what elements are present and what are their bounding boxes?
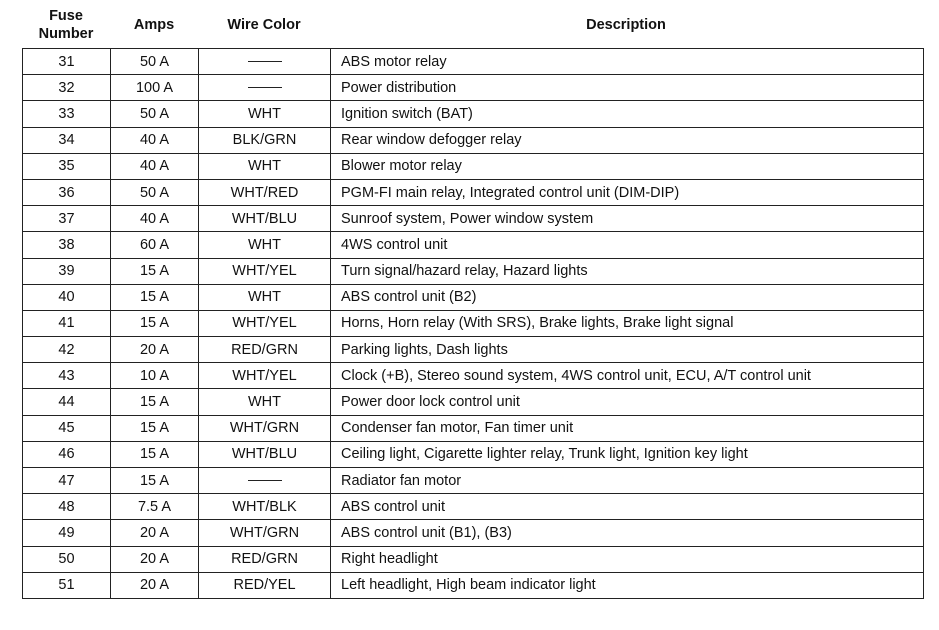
table-row xyxy=(23,284,924,310)
description-cell: ABS motor relay xyxy=(331,49,924,75)
amps-cell: 60 A xyxy=(111,232,199,258)
table-row xyxy=(23,546,924,572)
table-row xyxy=(23,127,924,153)
table-row xyxy=(23,101,924,127)
fuse-number-cell: 42 xyxy=(23,337,111,363)
fuse-number-cell: 45 xyxy=(23,415,111,441)
table-row xyxy=(23,75,924,101)
wire-color-cell xyxy=(199,468,331,494)
fuse-number-cell: 35 xyxy=(23,153,111,179)
fuse-number-cell: 40 xyxy=(23,284,111,310)
wire-color-cell: WHT xyxy=(199,389,331,415)
table-row xyxy=(23,310,924,336)
fuse-number-cell: 34 xyxy=(23,127,111,153)
table-row xyxy=(23,258,924,284)
table-row xyxy=(23,179,924,205)
table-row xyxy=(23,494,924,520)
wire-color-cell: WHT/YEL xyxy=(199,363,331,389)
wire-color-cell: WHT xyxy=(199,284,331,310)
table-row xyxy=(23,363,924,389)
no-wire-dash xyxy=(248,87,282,88)
fuse-number-cell: 47 xyxy=(23,468,111,494)
amps-cell: 40 A xyxy=(111,153,199,179)
description-cell: 4WS control unit xyxy=(331,232,924,258)
wire-color-cell: WHT/GRN xyxy=(199,520,331,546)
wire-color-cell xyxy=(199,49,331,75)
description-cell: Right headlight xyxy=(331,546,924,572)
description-cell: Turn signal/hazard relay, Hazard lights xyxy=(331,258,924,284)
amps-cell: 100 A xyxy=(111,75,199,101)
fuse-number-cell: 33 xyxy=(23,101,111,127)
header-fuse-number xyxy=(22,4,110,46)
wire-color-cell: RED/GRN xyxy=(199,546,331,572)
amps-cell: 15 A xyxy=(111,258,199,284)
description-cell: Ceiling light, Cigarette lighter relay, Trunk light, Ignition key light xyxy=(331,441,924,467)
fuse-number-cell: 39 xyxy=(23,258,111,284)
fuse-table-body xyxy=(23,49,924,599)
description-cell: Left headlight, High beam indicator light xyxy=(331,572,924,598)
wire-color-cell: RED/GRN xyxy=(199,337,331,363)
table-row xyxy=(23,232,924,258)
table-row xyxy=(23,206,924,232)
amps-cell: 15 A xyxy=(111,468,199,494)
description-cell: Horns, Horn relay (With SRS), Brake lights, Brake light signal xyxy=(331,310,924,336)
header-amps: Amps xyxy=(133,17,175,33)
description-cell: Power door lock control unit xyxy=(331,389,924,415)
fuse-number-cell: 32 xyxy=(23,75,111,101)
header-wire-color: Wire Color xyxy=(227,17,301,33)
wire-color-cell: WHT/BLU xyxy=(199,441,331,467)
wire-color-cell: WHT/BLK xyxy=(199,494,331,520)
amps-cell: 15 A xyxy=(111,415,199,441)
amps-cell: 50 A xyxy=(111,179,199,205)
fuse-number-cell: 43 xyxy=(23,363,111,389)
table-row xyxy=(23,468,924,494)
description-cell: Blower motor relay xyxy=(331,153,924,179)
table-row xyxy=(23,389,924,415)
description-cell: Radiator fan motor xyxy=(331,468,924,494)
description-cell: ABS control unit xyxy=(331,494,924,520)
amps-cell: 7.5 A xyxy=(111,494,199,520)
description-cell: Condenser fan motor, Fan timer unit xyxy=(331,415,924,441)
amps-cell: 15 A xyxy=(111,389,199,415)
description-cell: Rear window defogger relay xyxy=(331,127,924,153)
wire-color-cell: WHT/BLU xyxy=(199,206,331,232)
header-fuse-line1: Fuse xyxy=(49,8,83,24)
wire-color-cell: WHT/YEL xyxy=(199,310,331,336)
header-description: Description xyxy=(586,17,666,33)
table-row xyxy=(23,415,924,441)
description-cell: Power distribution xyxy=(331,75,924,101)
fuse-number-cell: 31 xyxy=(23,49,111,75)
amps-cell: 20 A xyxy=(111,572,199,598)
amps-cell: 40 A xyxy=(111,127,199,153)
amps-cell: 15 A xyxy=(111,441,199,467)
table-row xyxy=(23,153,924,179)
wire-color-cell: BLK/GRN xyxy=(199,127,331,153)
wire-color-cell: RED/YEL xyxy=(199,572,331,598)
table-header xyxy=(22,4,922,46)
wire-color-cell: WHT xyxy=(199,153,331,179)
fuse-number-cell: 46 xyxy=(23,441,111,467)
wire-color-cell: WHT xyxy=(199,232,331,258)
fuse-number-cell: 44 xyxy=(23,389,111,415)
amps-cell: 20 A xyxy=(111,546,199,572)
amps-cell: 40 A xyxy=(111,206,199,232)
table-row xyxy=(23,441,924,467)
table-row xyxy=(23,49,924,75)
table-row xyxy=(23,520,924,546)
wire-color-cell: WHT xyxy=(199,101,331,127)
amps-cell: 20 A xyxy=(111,520,199,546)
fuse-number-cell: 36 xyxy=(23,179,111,205)
description-cell: Ignition switch (BAT) xyxy=(331,101,924,127)
amps-cell: 15 A xyxy=(111,284,199,310)
wire-color-cell: WHT/RED xyxy=(199,179,331,205)
fuse-number-cell: 37 xyxy=(23,206,111,232)
header-fuse-line2: Number xyxy=(38,26,94,42)
amps-cell: 20 A xyxy=(111,337,199,363)
amps-cell: 10 A xyxy=(111,363,199,389)
fuse-number-cell: 38 xyxy=(23,232,111,258)
no-wire-dash xyxy=(248,61,282,62)
fuse-number-cell: 48 xyxy=(23,494,111,520)
fuse-number-cell: 51 xyxy=(23,572,111,598)
description-cell: Parking lights, Dash lights xyxy=(331,337,924,363)
wire-color-cell xyxy=(199,75,331,101)
amps-cell: 50 A xyxy=(111,49,199,75)
description-cell: ABS control unit (B1), (B3) xyxy=(331,520,924,546)
fuse-number-cell: 50 xyxy=(23,546,111,572)
wire-color-cell: WHT/GRN xyxy=(199,415,331,441)
description-cell: Clock (+B), Stereo sound system, 4WS control unit, ECU, A/T control unit xyxy=(331,363,924,389)
description-cell: ABS control unit (B2) xyxy=(331,284,924,310)
table-row xyxy=(23,337,924,363)
wire-color-cell: WHT/YEL xyxy=(199,258,331,284)
description-cell: PGM-FI main relay, Integrated control unit (DIM-DIP) xyxy=(331,179,924,205)
amps-cell: 15 A xyxy=(111,310,199,336)
description-cell: Sunroof system, Power window system xyxy=(331,206,924,232)
no-wire-dash xyxy=(248,480,282,481)
table-row xyxy=(23,572,924,598)
fuse-number-cell: 49 xyxy=(23,520,111,546)
fuse-table xyxy=(22,48,924,599)
fuse-number-cell: 41 xyxy=(23,310,111,336)
amps-cell: 50 A xyxy=(111,101,199,127)
